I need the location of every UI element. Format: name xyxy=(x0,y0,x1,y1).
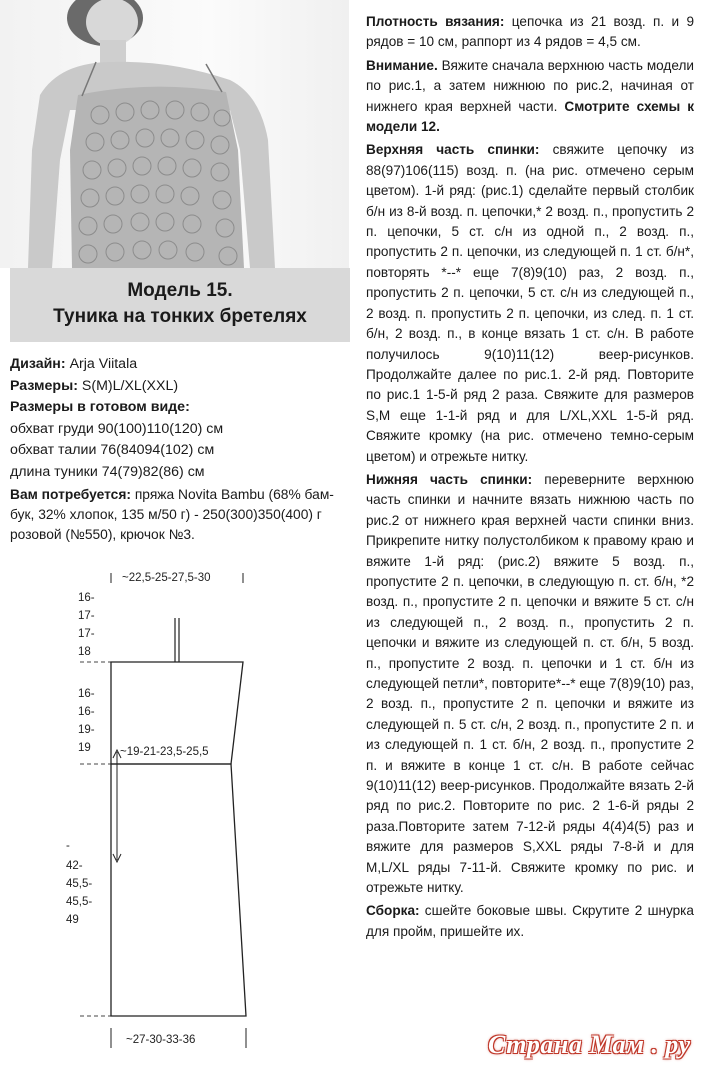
waist-measurement: обхват талии 76(84094(102) см xyxy=(10,442,215,458)
upper-length-label-3: 19- xyxy=(78,724,95,736)
lower-back-text: переверните верхнюю часть спинки и начните вязать нижнюю часть по рис.2 от нижнего края верхней части спинки вниз. Прикрепите нитку полустолбиком к правому краю и вяжите 1-й ряд: (рис.2) вяжите 5 возд. п., пропустите 2 п. цепочки, в следующую п. ст. б/н, *2 возд. п., пропустите 2 п. цепочки и вяжите 5 ст. с/н из следующей п., 2 возд. п., пропустить 2 п. цепочки и вяжите из следующей п. ст. б/н, 5 возд. п., пропустите 2 возд. п. цепочки и 1 ст. б/н из следующей петли*, повторите*--* еще 7(8)9(10) раз, 2 возд. п., пропустите 2 п. цепочки и вяжите из следующей п. 5 ст. с/н, 2 возд. п., пропустите 2 п. и из следующей п. 1 ст. б/н, 2 возд. п., пропустите 2 п. и вяжите в конце 1 ст. с/н. В работе сейчас 9(10)11(12) веер-рисунков. Продолжайте вязать 2-й ряд по рис.2. Повторите по рис. 2 1-6-й ряды 2 раза.Повторите затем 7-12-й ряды 4(4)4(5) раз и вяжите для размеров S,XXL ряды 7-8-й и для M,L/XL ряды 7-11-й. Свяжите кромку по рис. и отрежьте нитку. xyxy=(366,471,694,896)
strap-length-label-2: 17- xyxy=(78,610,95,622)
bottom-width-label: ~27-30-33-36 xyxy=(126,1034,196,1046)
lower-back-label: Нижняя часть спинки: xyxy=(366,471,533,487)
assembly-text: сшейте боковые швы. Скрутите 2 шнурка для пройм, пришейте их. xyxy=(366,903,694,939)
specifications xyxy=(10,354,350,545)
lower-length-label-1: 42- xyxy=(66,860,83,872)
model-caption xyxy=(10,268,350,342)
density-label: Плотность вязания: xyxy=(366,14,505,29)
materials-label: Вам потребуется: xyxy=(10,487,131,502)
design-value: Arja Viitala xyxy=(69,356,138,372)
finished-sizes-label xyxy=(10,397,350,419)
lower-dash: - xyxy=(66,840,70,852)
upper-length-label-2: 16- xyxy=(78,706,95,718)
upper-length-label-1: 16- xyxy=(78,688,95,700)
upper-back-paragraph xyxy=(366,140,694,467)
density-paragraph xyxy=(366,12,694,53)
finished-sizes-heading: Размеры в готовом виде: xyxy=(10,399,190,415)
upper-back-text: свяжите цепочку из 88(97)106(115) возд. п. (на рис. отмечено серым цветом). 1-й ряд: (рис.1) сделайте первый столбик б/н из 8-й возд. п. цепочки,* 2 возд. п., пропустить 2 п. цепочки, 5 ст. с/н из одной п., 2 возд. п., пропустить 2 п. цепочки, из следующей п. 1 ст. б/н*, повторять *--* еще 7(8)9(10) раз, 2 возд. п., пропустить 2 п. цепочки, 5 ст. с/н из следующей п., 2 возд. п. пропустить 2 п. цепочки, из след. п. 1 ст. б/н, 2 возд. п., в конце вязать 1 ст. с/н. В работе получилось 9(10)11(12) веер-рисунков. Продолжайте далее по рис.1. 2-й ряд. Повторите по рис.1 1-5-й ряд 2 раза. Свяжите для размеров S,M еще 1-1-й ряд и для L/XL,XXL 1-5-й ряд. Свяжите кромку (на рис. отмечено темно-серым цветом) и отрежьте нитку. xyxy=(366,142,695,464)
attention-text: Вяжите сначала верхнюю часть модели по рис.1, а затем нижнюю по рис.2, начиная от нижнего края верхней части. xyxy=(366,57,694,114)
attention-label: Внимание. xyxy=(366,57,438,73)
model-photo xyxy=(0,0,349,268)
length-measurement: длина туники 74(79)82(86) см xyxy=(10,463,205,480)
attention-paragraph xyxy=(366,56,694,138)
lower-length-label-2: 45,5- xyxy=(66,878,93,890)
materials-line-3: розовой (№550), крючок №3. xyxy=(10,527,195,542)
model-number: Модель 15. xyxy=(127,280,233,301)
design-label: Дизайн: xyxy=(10,356,66,372)
sizes-value: S(M)L/XL(XXL) xyxy=(81,377,179,394)
waist-width-label: ~19-21-23,5-25,5 xyxy=(120,746,209,758)
attention-reference: Смотрите схемы к модели 12. xyxy=(366,98,695,135)
upper-length-label-4: 19 xyxy=(78,742,91,754)
assembly-label: Сборка: xyxy=(366,903,420,919)
materials-line-1: пряжа Novita Bambu (68% бам- xyxy=(131,487,334,502)
sizes-row xyxy=(10,376,350,398)
model-photo-illustration xyxy=(0,0,349,268)
sizes-label: Размеры: xyxy=(10,377,78,394)
lower-back-paragraph xyxy=(366,470,694,899)
materials-required xyxy=(10,485,350,545)
top-width-label: ~22,5-25-27,5-30 xyxy=(122,572,211,584)
lower-length-label-3: 45,5- xyxy=(66,896,93,908)
instructions xyxy=(366,12,694,945)
upper-back-label: Верхняя часть спинки: xyxy=(366,142,540,158)
bust-measurement: обхват груди 90(100)110(120) см xyxy=(10,420,224,437)
lower-length-label-4: 49 xyxy=(66,914,79,926)
pattern-diagram xyxy=(0,570,350,1066)
strap-length-label-3: 17- xyxy=(78,628,95,640)
strap-length-label-1: 16- xyxy=(78,592,95,604)
strap-length-label-4: 18 xyxy=(78,646,91,658)
assembly-paragraph xyxy=(366,901,694,942)
materials-line-2: бук, 32% хлопок, 135 м/50 г) - 250(300)350(400) г xyxy=(10,507,322,522)
site-watermark: Страна Мам . ру xyxy=(488,1030,691,1059)
density-text: цепочка из 21 возд. п. и 9 рядов = 10 см, раппорт из 4 рядов = 4,5 см. xyxy=(366,14,695,50)
model-title: Туника на тонких бретелях xyxy=(53,306,307,327)
pattern-schematic xyxy=(0,570,350,1066)
design-row xyxy=(10,354,350,376)
